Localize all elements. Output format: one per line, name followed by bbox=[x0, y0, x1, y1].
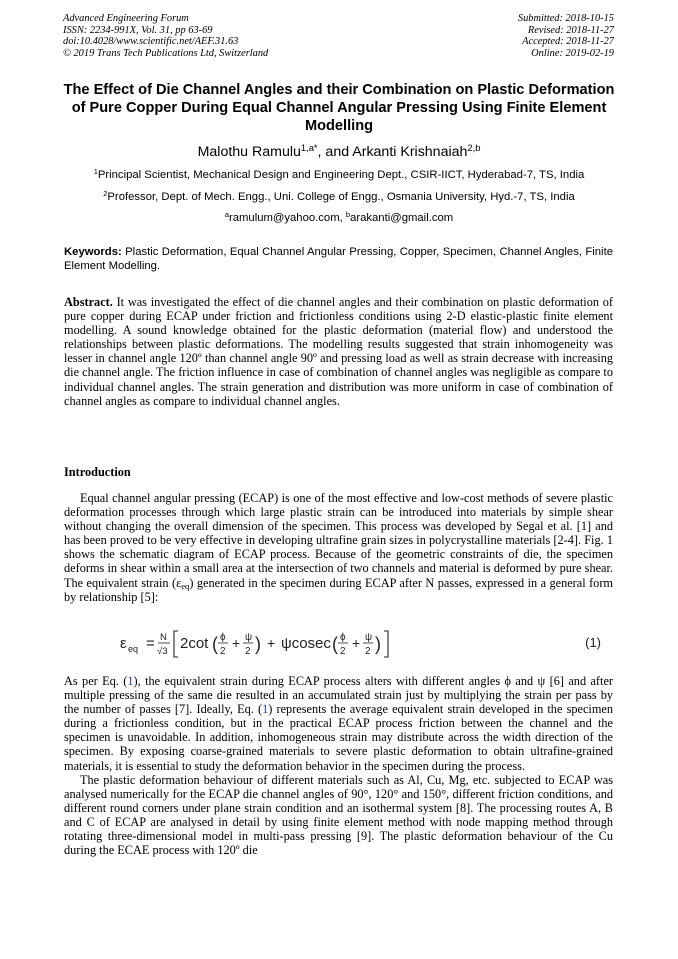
journal-name: Advanced Engineering Forum bbox=[63, 13, 189, 24]
eq-two: 2 bbox=[245, 646, 251, 657]
intro-text: Equal channel angular pressing (ECAP) is one of the most effective and low-cost methods of severe plastic deformation processes through which large plastic strain can be introduced into materials by simple shear without changing the overall dimension of the specimen. This process was developed by Segal et al. [1] and has been proved to be very effective in developing ultrafine grain sizes in polycrystalline materials [2-4]. Fig. 1 shows the schematic diagram of ECAP process. Because of the geometric constraints of die, the specimen deforms in shear within a small area at the intersection of two channels and material is deformed by pure shear. The equivalent strain (ε bbox=[64, 491, 613, 590]
eq-term-cot: 2cot bbox=[180, 635, 209, 652]
eq-phi: ϕ bbox=[340, 632, 346, 643]
intro-paragraph-1 bbox=[64, 491, 613, 604]
eq-bracket-left bbox=[174, 631, 178, 657]
journal-issn: ISSN: 2234-991X, Vol. 31, pp 63-69 bbox=[63, 24, 213, 36]
author-affiliation-mark: 2,b bbox=[467, 142, 481, 153]
affiliation-text: Principal Scientist, Mechanical Design and Engineering Dept., CSIR-IICT, Hyderabad-7, TS, India bbox=[97, 169, 585, 181]
eq-lhs: ε bbox=[120, 635, 127, 652]
eq-paren: ( bbox=[332, 634, 338, 654]
keywords-label: Keywords: bbox=[64, 246, 122, 258]
equation-ref-link[interactable]: 1 bbox=[262, 702, 269, 717]
equation-number: (1) bbox=[585, 635, 601, 650]
journal-info bbox=[63, 13, 268, 59]
eq-lhs-sub: eq bbox=[128, 644, 139, 654]
intro-text: As per Eq. ( bbox=[64, 674, 128, 688]
eq-two: 2 bbox=[365, 646, 371, 657]
abstract bbox=[64, 295, 613, 408]
revised-date: Revised: 2018-11-27 bbox=[527, 24, 614, 36]
submission-dates bbox=[518, 13, 614, 59]
submitted-date: Submitted: 2018-10-15 bbox=[517, 13, 614, 24]
equation-ref-link[interactable]: 1 bbox=[127, 674, 134, 688]
eq-paren: ( bbox=[212, 634, 218, 654]
affiliation-mark: 1 bbox=[93, 166, 98, 176]
equation-1 bbox=[118, 627, 613, 661]
eq-frac-num: N bbox=[160, 632, 167, 643]
email-link[interactable]: arakanti@gmail.com bbox=[350, 212, 454, 224]
intro-paragraph-3: The plastic deformation behaviour of different materials such as Al, Cu, Mg, etc. subjected to ECAP was analysed numerically for the ECAP die channel angles of 90°, 120° and 150°, different friction conditions, and different round corners under plane strain condition and an isothermal system [8]. The processing routes A, B and C of ECAP are analysed in detail by using finite element method with node mapping method through rotating three-dimensional model in multi-pass pressing [9]. The plastic deformation behaviour of the Cu during the ECAE process with 120º die bbox=[64, 772, 613, 858]
author-affiliation-mark: 1,a* bbox=[300, 142, 318, 153]
eq-paren: ) bbox=[255, 634, 261, 654]
email-mark: a bbox=[224, 209, 229, 219]
eq-bracket-right bbox=[384, 631, 388, 657]
eq-term-cosec: ψcosec bbox=[281, 635, 331, 652]
online-date: Online: 2019-02-19 bbox=[531, 47, 614, 59]
eq-plus: + bbox=[352, 635, 361, 651]
eq-phi: ϕ bbox=[220, 632, 226, 643]
intro-subscript: eq bbox=[181, 580, 190, 591]
intro-text: ), the equivalent strain during ECAP process alters with different angles ϕ and ψ [6] and after multiple pressing of the same die resulted in an accumulated strain just by multiplying the strain per pass by the number of passes [7]. Ideally, Eq. ( bbox=[64, 674, 614, 717]
paper-title: The Effect of Die Channel Angles and their Combination on Plastic Deformation of Pure Copper During Equal Channel Angular Pressing Using Finite Element Modelling bbox=[63, 82, 615, 134]
email-mark: b bbox=[345, 209, 351, 219]
accepted-date: Accepted: 2018-11-27 bbox=[522, 36, 614, 48]
equation-1-formula bbox=[118, 627, 613, 661]
eq-psi: ψ bbox=[245, 632, 253, 643]
intro-paragraph-2 bbox=[64, 674, 613, 857]
eq-two: 2 bbox=[340, 646, 346, 657]
email-link[interactable]: ramulum@yahoo.com, bbox=[228, 212, 346, 224]
eq-frac-den: √3 bbox=[157, 646, 168, 657]
eq-paren: ) bbox=[375, 634, 381, 654]
author-name: Arkanti Krishnaiah bbox=[352, 144, 468, 160]
author-separator: , and bbox=[317, 144, 353, 160]
eq-psi: ψ bbox=[365, 632, 373, 643]
abstract-text: It was investigated the effect of die channel angles and their combination on plastic deformation of pure copper during ECAP under friction and frictionless conditions using 2-D elastic-plastic finite element modelling. A sound knowledge obtained for the plastic deformation (material flow) and understood the relationships between plastic deformations. The modelling results suggested that strain inhomogeneity was lesser in channel angle 120º than channel angle 90º and pressing load as well as strain decrease with increasing die channel angle. The friction influence in case of combination of channel angles was negligible as compare to individual channel angles. The strain generation and distribution was more uniform in case of combination of channel angles as compare to individual channel angles. bbox=[64, 295, 613, 408]
keywords-text: Plastic Deformation, Equal Channel Angular Pressing, Copper, Specimen, Channel Angles, Finite Element Modelling. bbox=[64, 246, 613, 273]
affiliation-text: Professor, Dept. of Mech. Engg., Uni. College of Engg., Osmania University, Hyd.-7, TS, India bbox=[107, 191, 575, 203]
eq-plus: + bbox=[232, 635, 241, 651]
author-list bbox=[0, 143, 678, 161]
affiliation-2 bbox=[0, 190, 678, 204]
author-name: Malothu Ramulu bbox=[197, 144, 301, 160]
intro-text: ) generated in the specimen during ECAP after N passes, expressed in a general form by relationship [5]: bbox=[64, 575, 613, 604]
affiliation-mark: 2 bbox=[103, 188, 108, 198]
eq-plus: + bbox=[267, 635, 276, 651]
affiliation-1 bbox=[0, 168, 678, 182]
journal-doi: doi:10.4028/www.scientific.net/AEF.31.63 bbox=[63, 36, 239, 48]
eq-sign: = bbox=[146, 635, 155, 652]
section-heading-introduction: Introduction bbox=[64, 465, 131, 479]
eq-two: 2 bbox=[220, 646, 226, 657]
intro-text: ) represents the average equivalent strain developed in the specimen during a frictionless condition, but in the practical ECAP process friction between the channel and the specimen is unavoidable. In addition, inhomogeneous strain may distribute across the width direction of the specimen. By exposing coarse-grained materials to severe plastic deformation to obtain ultrafine-grained materials, it is essential to study the deformation behavior in the specimen during the process. bbox=[64, 702, 614, 773]
abstract-label: Abstract. bbox=[64, 295, 113, 309]
journal-copyright: © 2019 Trans Tech Publications Ltd, Switzerland bbox=[63, 47, 269, 59]
keywords bbox=[64, 245, 613, 274]
author-emails bbox=[0, 211, 678, 225]
